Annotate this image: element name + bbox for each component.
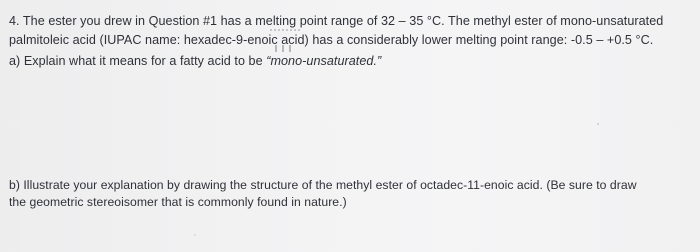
- part-b-prompt-line-2: the geometric stereoisomer that is commonly found in nature.): [9, 195, 347, 209]
- part-a-emphasis: “mono-unsaturated.”: [266, 54, 382, 68]
- part-b-prompt-line-1: b) Illustrate your explanation by drawing the structure of the methyl ester of octadec-11-enoic acid. (Be sure to draw: [9, 178, 637, 192]
- question-4-line-1: 4. The ester you drew in Question #1 has a melting point range of 32 – 35 °C. The methyl ester of mono-unsaturated: [9, 14, 664, 28]
- question-4-line-2: palmitoleic acid (IUPAC name: hexadec-9-enoic acid) has a considerably lower melting point range: -0.5 – +0.5 °C.: [9, 33, 654, 47]
- part-a-prompt: [9, 54, 381, 69]
- part-a-text: a) Explain what it means for a fatty acid to be: [9, 54, 267, 68]
